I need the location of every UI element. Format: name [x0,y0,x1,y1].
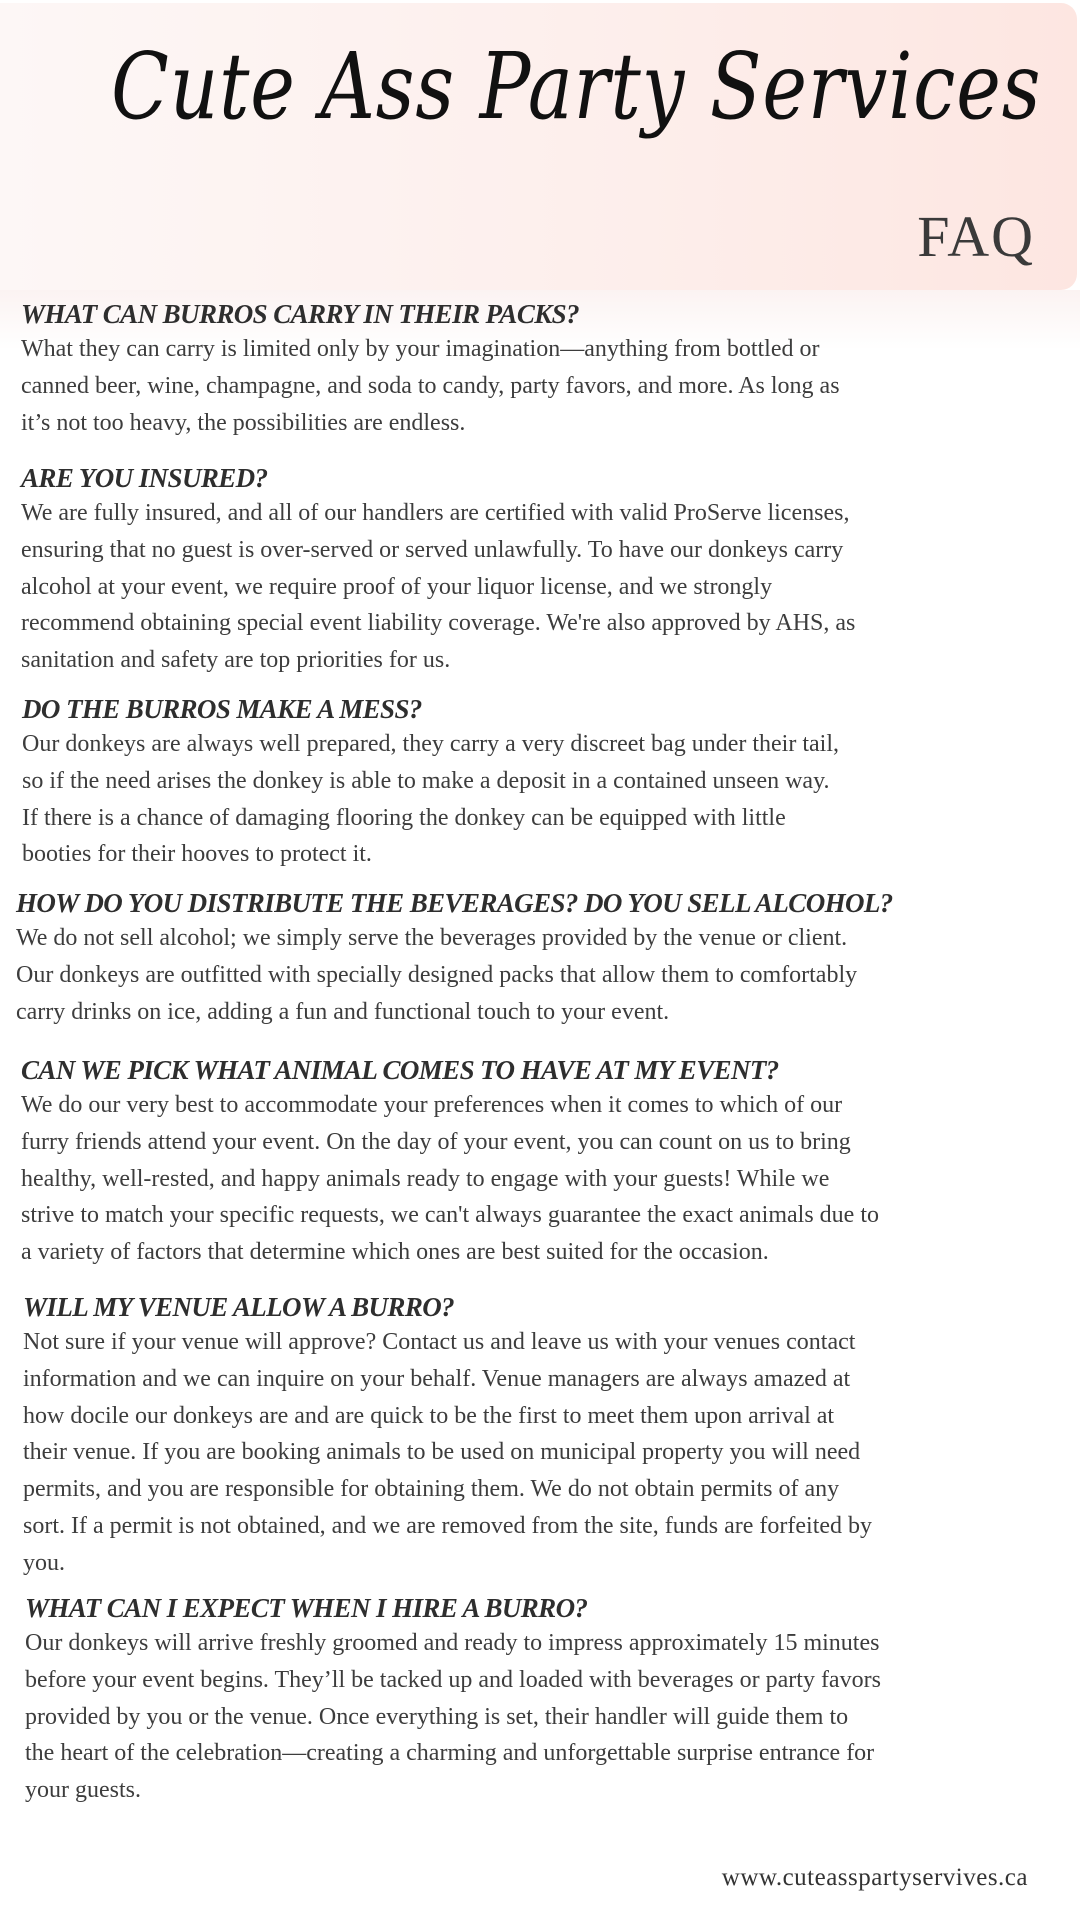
faq-question: WHAT CAN I EXPECT WHEN I HIRE A BURRO? [25,1593,588,1623]
faq-answer-line: What they can carry is limited only by your imagination—anything from bottled or [21,336,820,362]
faq-answer-line: information and we can inquire on your behalf. Venue managers are always amazed at [23,1365,851,1392]
faq-answer-line: alcohol at your event, we require proof of your liquor license, and we strongly [21,573,773,600]
faq-answer-line: so if the need arises the donkey is able to make a deposit in a contained unseen way. [22,767,830,794]
faq-answer-line: We do our very best to accommodate your preferences when it comes to which of our [21,1092,843,1118]
faq-answer-line: it’s not too heavy, the possibilities are endless. [21,409,466,436]
faq-answer-line: If there is a chance of damaging flooring the donkey can be equipped with little [22,804,786,831]
faq-answer-line: Our donkeys are outfitted with specially designed packs that allow them to comfortably [16,961,858,988]
faq-item [25,1591,1080,1809]
faq-item [21,461,1080,679]
faq-answer-line: your guests. [25,1777,141,1804]
faq-answer-line: you. [23,1549,65,1576]
faq-answer-line: how docile our donkeys are and are quick to be the first to meet them upon arrival at [23,1402,835,1429]
faq-answer-line: We are fully insured, and all of our handlers are certified with valid ProServe licenses, [21,500,850,526]
faq-item [21,1053,1080,1271]
faq-question: WILL MY VENUE ALLOW A BURRO? [23,1292,455,1322]
faq-answer-line: carry drinks on ice, adding a fun and functional touch to your event. [16,998,670,1025]
faq-item [22,692,1080,873]
faq-answer-line: Our donkeys are always well prepared, they carry a very discreet bag under their tail, [22,731,839,757]
faq-question: HOW DO YOU DISTRIBUTE THE BEVERAGES? DO YOU SELL ALCOHOL? [16,888,893,918]
faq-answer-line: healthy, well-rested, and happy animals ready to engage with your guests! While we [21,1165,830,1192]
faq-item [21,297,1080,441]
page-title: FAQ [917,204,1035,269]
faq-answer-line: ensuring that no guest is over-served or served unlawfully. To have our donkeys carry [21,536,844,563]
faq-answer-line: strive to match your specific requests, we can't always guarantee the exact animals due to [21,1202,879,1229]
faq-answer-line: provided by you or the venue. Once everything is set, their handler will guide them to [25,1703,849,1730]
faq-question: WHAT CAN BURROS CARRY IN THEIR PACKS? [21,299,579,329]
faq-answer-line: We do not sell alcohol; we simply serve the beverages provided by the venue or client. [16,925,848,951]
faq-question: ARE YOU INSURED? [21,463,268,493]
faq-answer-line: canned beer, wine, champagne, and soda to candy, party favors, and more. As long as [21,372,840,399]
header-banner [0,3,1077,290]
brand-title: Cute Ass Party Services [110,33,1041,140]
faq-question: DO THE BURROS MAKE A MESS? [22,694,422,724]
faq-answer-line: Not sure if your venue will approve? Contact us and leave us with your venues contact [23,1329,856,1355]
faq-answer-line: furry friends attend your event. On the day of your event, you can count on us to bring [21,1128,851,1155]
faq-item [23,1290,1080,1582]
faq-answer-line: before your event begins. They’ll be tacked up and loaded with beverages or party favors [25,1666,881,1693]
website-link[interactable]: www.cuteasspartyservives.ca [721,1864,1028,1891]
faq-answer-line: permits, and you are responsible for obtaining them. We do not obtain permits of any [23,1476,840,1503]
faq-answer-line: sanitation and safety are top priorities for us. [21,647,451,674]
faq-answer-line: Our donkeys will arrive freshly groomed and ready to impress approximately 15 minutes [25,1630,880,1656]
faq-item [16,886,1076,1030]
faq-answer-line: a variety of factors that determine which ones are best suited for the occasion. [21,1239,769,1266]
faq-answer-line: their venue. If you are booking animals to be used on municipal property you will need [23,1439,861,1466]
faq-answer-line: booties for their hooves to protect it. [22,841,372,868]
faq-question: CAN WE PICK WHAT ANIMAL COMES TO HAVE AT MY EVENT? [21,1055,779,1085]
faq-answer-line: the heart of the celebration—creating a charming and unforgettable surprise entrance for [25,1740,875,1767]
faq-answer-line: recommend obtaining special event liability coverage. We're also approved by AHS, as [21,610,856,637]
faq-answer-line: sort. If a permit is not obtained, and we are removed from the site, funds are forfeited by [23,1512,873,1539]
